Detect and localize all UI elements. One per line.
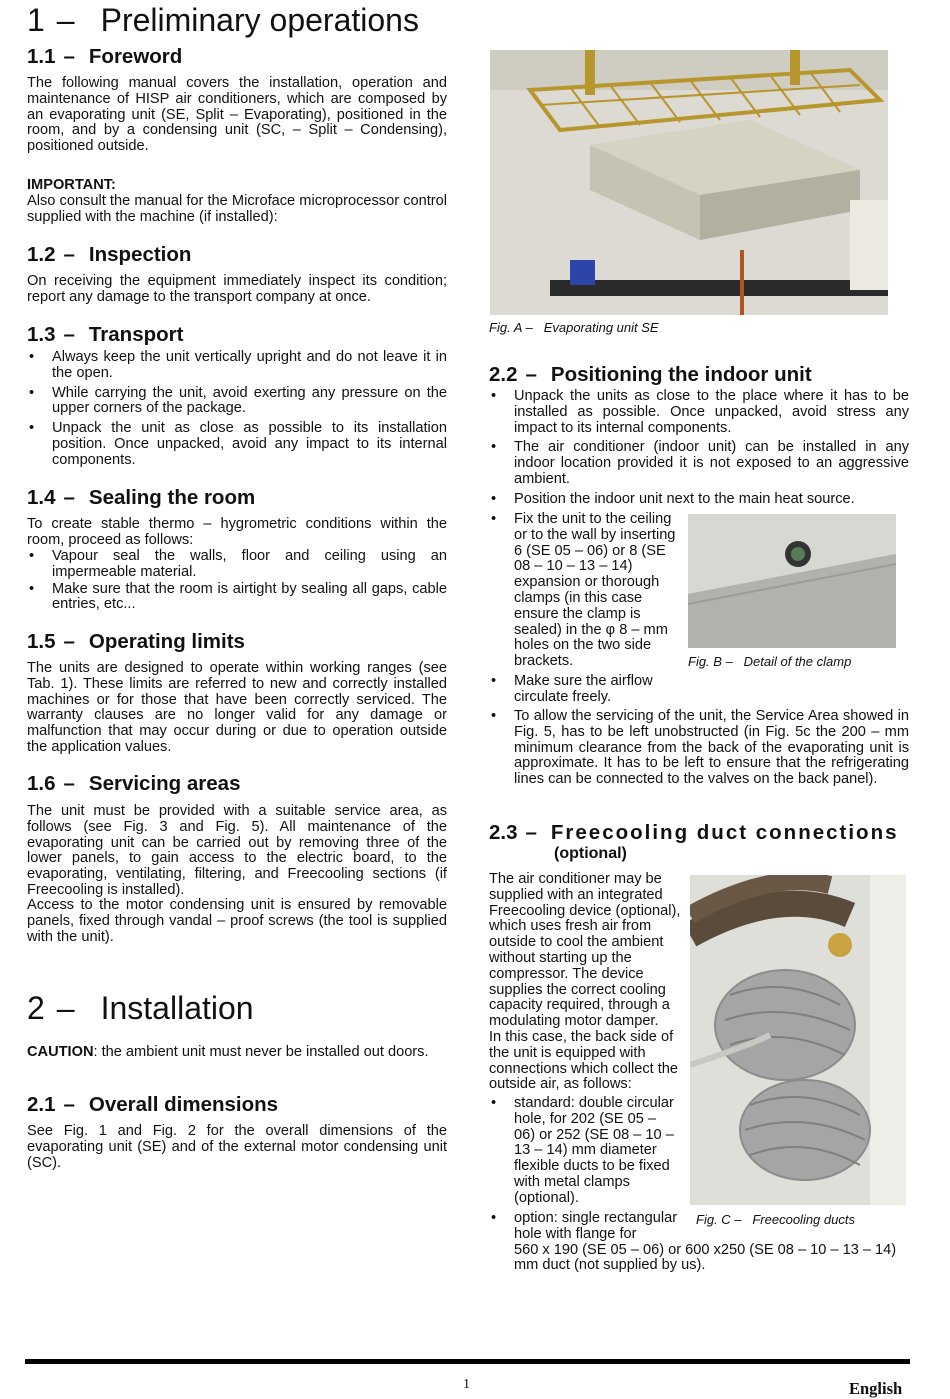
- list-item: • Make sure that the room is airtight by sealing all gaps, cable entries, etc...: [29, 580, 447, 613]
- chapter-number: 2: [27, 990, 45, 1026]
- chapter-2-title: 2 – Installation: [27, 990, 254, 1026]
- freecooling-body-2: In this case, the back side of the unit is equipped with connections which collect the outside air, as follows:: [489, 1029, 679, 1093]
- servicing-body-1: The unit must be provided with a suitable service area, as follows (see Fig. 3 and Fig. 5). All maintenance of the evaporating unit can be carried out by removing three of the lower panels, to gain access to the electric board, to the evaporating, ventilating, filtering, and Freecooling sections (if Freecooling is installed).: [27, 803, 447, 898]
- servicing-body-2: Access to the motor condensing unit is ensured by removable panels, fixed through vandal – proof screws (the tool is supplied with the unit).: [27, 897, 447, 945]
- important-note: [27, 178, 447, 225]
- sealing-body: To create stable thermo – hygrometric conditions within the room, proceed as follows:: [27, 516, 447, 548]
- footer-rule: [25, 1359, 910, 1364]
- freecooling-body-1: The air conditioner may be supplied with an integrated Freecooling device (optional), which uses fresh air from outside to cool the ambient without starting up the compressor. The device supplies the correct cooling capacity required, through a modulating motor damper.: [489, 871, 681, 1030]
- sealing-list: [27, 549, 447, 617]
- list-item: • Always keep the unit vertically upright and do not leave it in the open.: [29, 349, 447, 381]
- positioning-list-narrow: [489, 512, 677, 710]
- page-number: 1: [463, 1377, 470, 1392]
- section-1-4-heading: 1.4 – Sealing the room: [27, 486, 256, 509]
- foreword-body: The following manual covers the installation, operation and maintenance of HISP air conditioners, which are composed by an evaporating unit (SE, Split – Evaporating), positioned in the room, and by a condensing unit (SC, – Split – Condensing), positioned outside.: [27, 75, 447, 155]
- positioning-list: [489, 389, 909, 512]
- operating-limits-body: The units are designed to operate within working ranges (see Tab. 1). These limits are referred to new and correctly installed machines or for those that have been correctly serviced. The warranty clauses are no longer valid for any damage or malfunction that may occur during or due to operation outside the application values.: [27, 660, 447, 755]
- clamp-detail-image: [688, 514, 896, 648]
- inspection-body: On receiving the equipment immediately inspect its condition; report any damage to the transport company at once.: [27, 273, 447, 305]
- section-1-5-heading: 1.5 – Operating limits: [27, 630, 245, 653]
- section-1-1-heading: 1.1 – Foreword: [27, 45, 183, 68]
- list-item: • Make sure the airflow circulate freely.: [491, 672, 653, 705]
- list-item: • The air conditioner (indoor unit) can be installed in any indoor location provided it is not exposed to an aggressive ambient.: [491, 439, 909, 487]
- positioning-service-list: [489, 709, 909, 792]
- figure-b-caption: Fig. B – Detail of the clamp: [688, 654, 852, 669]
- list-item: • While carrying the unit, avoid exerting any pressure on the upper corners of the package.: [29, 384, 447, 417]
- list-item: • standard: double circular hole, for 202 (SE 05 – 06) or 252 (SE 08 – 10 – 13 – 14) mm diameter flexible ducts to be fixed with metal clamps (optional).: [491, 1095, 674, 1206]
- figure-c-photo: [690, 875, 906, 1205]
- chapter-1-title: 1 – Preliminary operations: [27, 2, 419, 38]
- list-item: • Vapour seal the walls, floor and ceiling using an impermeable material.: [29, 548, 447, 580]
- transport-list: [27, 350, 447, 473]
- section-2-2-heading: 2.2 – Positioning the indoor unit: [489, 363, 812, 386]
- caution-label: CAUTION: [27, 1044, 94, 1060]
- figure-c-caption: Fig. C – Freecooling ducts: [696, 1212, 855, 1227]
- caution-note: [27, 1045, 447, 1061]
- important-label: IMPORTANT:: [27, 177, 116, 193]
- section-2-1-heading: 2.1 – Overall dimensions: [27, 1093, 279, 1116]
- language-label: English: [849, 1379, 903, 1398]
- chapter-title-text: Installation: [100, 990, 254, 1026]
- list-item: • Fix the unit to the ceiling or to the wall by inserting 6 (SE 05 – 06) or 8 (SE 08 – 10 – 13 – 14) expansion or thorough clamps (in this case ensure the clamp is sealed) in the φ 8 – mm holes on the two side brackets.: [491, 511, 676, 670]
- chapter-title-text: Preliminary operations: [100, 2, 419, 38]
- section-1-3-heading: 1.3 – Transport: [27, 323, 184, 346]
- list-item: • Unpack the units as close to the place where it has to be installed as possible. Once unpacked, avoid stress any impact to its internal components.: [491, 388, 909, 436]
- list-item: • Position the indoor unit next to the main heat source.: [491, 490, 855, 507]
- section-1-6-heading: 1.6 – Servicing areas: [27, 772, 241, 795]
- figure-a-photo: [490, 50, 888, 315]
- overall-dimensions-body: See Fig. 1 and Fig. 2 for the overall dimensions of the evaporating unit (SE) and of the external motor condensing unit (SC).: [27, 1123, 447, 1171]
- caution-text: : the ambient unit must never be installed out doors.: [93, 1044, 429, 1060]
- figure-b-photo: [688, 514, 896, 648]
- freecooling-list: [489, 1096, 681, 1211]
- section-2-3-subtitle: (optional): [554, 845, 627, 862]
- freecooling-ducts-image: [690, 875, 906, 1205]
- important-text: Also consult the manual for the Microface microprocessor control supplied with the machine (if installed):: [27, 192, 447, 225]
- evaporating-unit-image: [490, 50, 888, 315]
- figure-a-caption: Fig. A – Evaporating unit SE: [489, 320, 659, 335]
- list-item: • To allow the servicing of the unit, the Service Area showed in Fig. 5, has to be left unobstructed (in Fig. 5c the 200 – mm minimum clearance from the back of the evaporating unit is approximate. It has to be left to ensure that the refrigerating lines can be connected to the valves on the back panel).: [491, 708, 909, 788]
- section-2-3-heading: 2.3 – Freecooling duct connections: [489, 821, 899, 844]
- section-1-2-heading: 1.2 – Inspection: [27, 243, 192, 266]
- list-item: • Unpack the unit as close as possible to its installation position. Once unpacked, avoid any impact to its internal components.: [29, 420, 447, 468]
- chapter-number: 1: [27, 2, 45, 38]
- list-item: • option: single rectangular hole with flange for 560 x 190 (SE 05 – 06) or 600 x250 (SE 08 – 10 – 13 – 14) mm duct (not supplied by us).: [491, 1210, 897, 1274]
